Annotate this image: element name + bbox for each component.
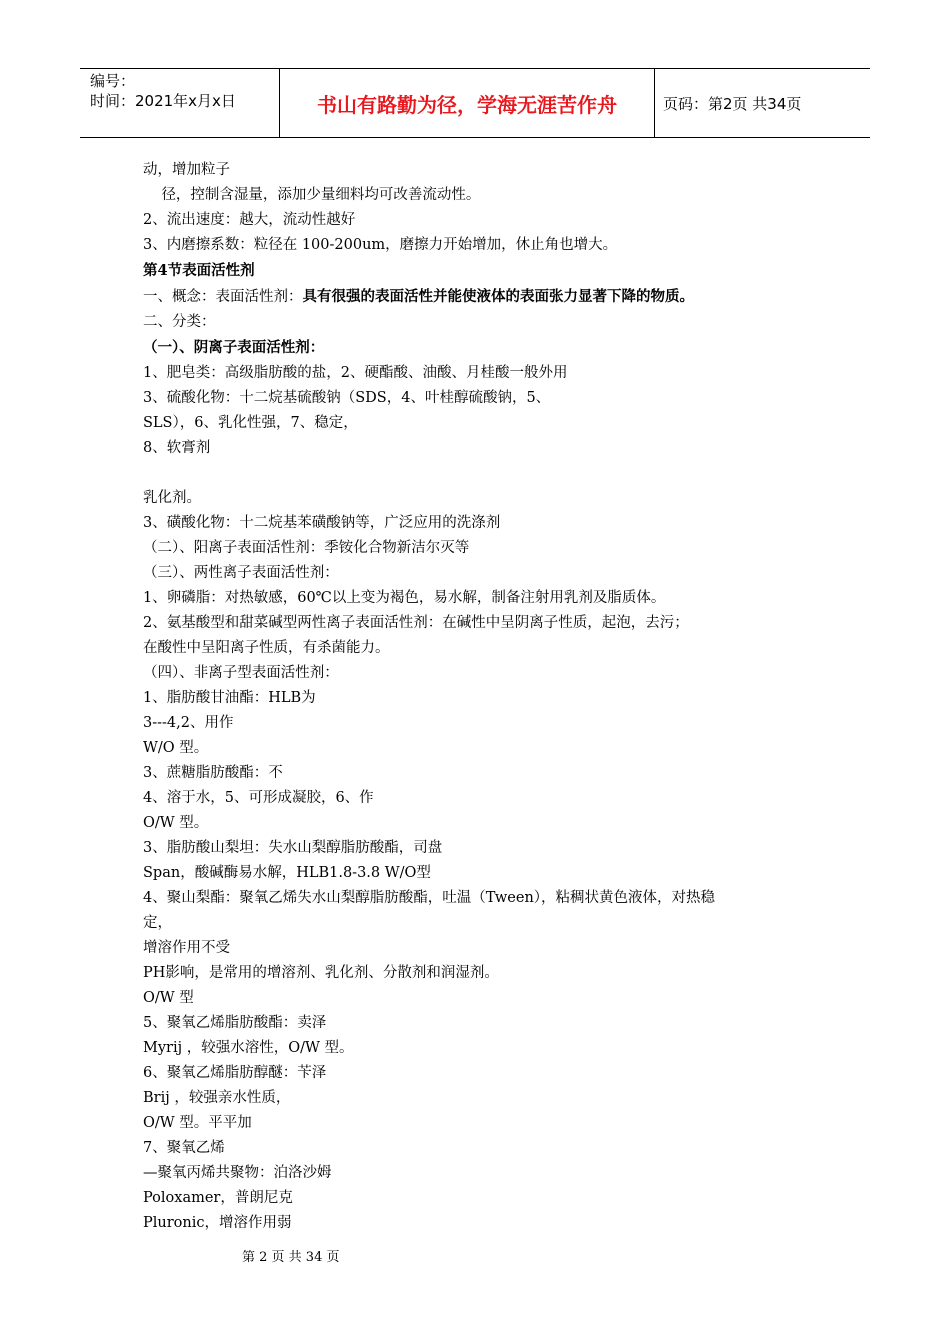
line-text: 定， <box>143 915 172 931</box>
text-line <box>143 711 823 736</box>
line-text: —聚氧丙烯共聚物：泊洛沙姆 <box>143 1165 332 1181</box>
text-line <box>143 1011 823 1036</box>
text-line <box>143 1211 823 1236</box>
line-text: 2、流出速度：越大，流动性越好 <box>143 212 356 228</box>
text-line <box>143 208 823 233</box>
text-line <box>143 661 823 686</box>
line-text: 3、内磨擦系数：粒径在 100-200um，磨擦力开始增加，休止角也增大。 <box>143 237 618 253</box>
text-line <box>143 411 823 436</box>
line-text: 2、氨基酸型和甜菜碱型两性离子表面活性剂：在碱性中呈阴离子性质，起泡，去污； <box>143 615 689 631</box>
text-line <box>143 911 823 936</box>
line-text: （三）、两性离子表面活性剂： <box>143 565 339 581</box>
text-line <box>143 1186 823 1211</box>
text-line <box>143 1061 823 1086</box>
text-line <box>143 233 823 258</box>
text-line <box>143 461 823 486</box>
line-text: 1、脂肪酸甘油酯：HLB为 <box>143 690 316 706</box>
line-text: 1、肥皂类：高级脂肪酸的盐，2、硬酯酸、油酸、月桂酸一般外用 <box>143 365 568 381</box>
line-bold-tail: 具有很强的表面活性并能使液体的表面张力显著下降的物质。 <box>302 288 694 305</box>
text-line <box>143 1111 823 1136</box>
text-line <box>143 636 823 661</box>
line-text: SLS），6、乳化性强，7、稳定， <box>143 415 358 431</box>
text-line <box>143 686 823 711</box>
header-meta <box>80 69 280 137</box>
text-line <box>143 611 823 636</box>
text-line <box>143 1086 823 1111</box>
text-line <box>143 1036 823 1061</box>
page-header <box>80 68 870 138</box>
line-text: 8、软膏剂 <box>143 440 211 456</box>
line-text: PH影响，是常用的增溶剂、乳化剂、分散剂和润湿剂。 <box>143 965 499 981</box>
line-text: 3、硫酸化物：十二烷基硫酸钠（SDS，4、叶桂醇硫酸钠，5、 <box>143 390 551 406</box>
text-line <box>143 886 823 911</box>
line-text: O/W 型。 <box>143 815 209 831</box>
text-line <box>143 158 823 183</box>
line-text: O/W 型。平平加 <box>143 1115 252 1131</box>
text-line <box>143 436 823 461</box>
text-line <box>143 761 823 786</box>
text-line <box>143 310 823 335</box>
text-line <box>143 936 823 961</box>
line-text: Span，酸碱酶易水解，HLB1.8-3.8 W/O型 <box>143 865 431 881</box>
line-text: 第4节表面活性剂 <box>143 262 255 279</box>
text-line <box>143 335 823 361</box>
text-line <box>143 736 823 761</box>
text-line <box>143 536 823 561</box>
header-slogan: 书山有路勤为径，学海无涯苦作舟 <box>280 69 655 137</box>
text-line <box>143 284 823 310</box>
line-text: Poloxamer，普朗尼克 <box>143 1190 293 1206</box>
number-label: 编号： <box>90 72 136 90</box>
document-body <box>143 158 823 1236</box>
line-text: O/W 型 <box>143 990 194 1006</box>
text-line <box>143 486 823 511</box>
line-text: 一、概念：表面活性剂： <box>143 289 303 305</box>
line-text: 径，控制含湿量，添加少量细料均可改善流动性。 <box>143 187 481 203</box>
line-text: 4、聚山梨酯：聚氧乙烯失水山梨醇脂肪酸酯，吐温（Tween），粘稠状黄色液体，对热稳 <box>143 890 716 906</box>
line-text: 3、脂肪酸山梨坦：失水山梨醇脂肪酸酯，司盘 <box>143 840 443 856</box>
line-text: 6、聚氧乙烯脂肪醇醚：苄泽 <box>143 1065 327 1081</box>
line-text: W/O 型。 <box>143 740 209 756</box>
text-line <box>143 183 823 208</box>
line-text: 7、聚氧乙烯 <box>143 1140 225 1156</box>
time-label: 时间：2021年x月x日 <box>90 92 236 110</box>
header-page-info: 页码：第2页 共34页 <box>663 94 802 113</box>
text-line <box>143 561 823 586</box>
text-line <box>143 258 823 284</box>
text-line <box>143 986 823 1011</box>
line-text: 增溶作用不受 <box>143 940 230 956</box>
line-text: 3、磺酸化物：十二烷基苯磺酸钠等，广泛应用的洗涤剂 <box>143 515 501 531</box>
text-line <box>143 386 823 411</box>
text-line <box>143 511 823 536</box>
line-text: 5、聚氧乙烯脂肪酸酯：卖泽 <box>143 1015 327 1031</box>
line-text: 动，增加粒子 <box>143 162 230 178</box>
line-text: 二、分类： <box>143 314 216 330</box>
line-text: （一）、阴离子表面活性剂： <box>143 339 325 356</box>
text-line <box>143 811 823 836</box>
text-line <box>143 361 823 386</box>
line-text: （四）、非离子型表面活性剂： <box>143 665 339 681</box>
text-line <box>143 836 823 861</box>
text-line <box>143 1161 823 1186</box>
line-text: 4、溶于水，5、可形成凝胶，6、作 <box>143 790 374 806</box>
line-text: 乳化剂。 <box>143 490 201 506</box>
line-text: 3、蔗糖脂肪酸酯：不 <box>143 765 283 781</box>
line-text: Pluronic，增溶作用弱 <box>143 1215 292 1231</box>
line-text: 3---4,2、用作 <box>143 715 234 731</box>
text-line <box>143 961 823 986</box>
line-text: 在酸性中呈阳离子性质，有杀菌能力。 <box>143 640 390 656</box>
line-text: （二）、阳离子表面活性剂：季铵化合物新洁尔灭等 <box>143 540 470 556</box>
line-text: Myrij ，较强水溶性，O/W 型。 <box>143 1040 354 1056</box>
text-line <box>143 1136 823 1161</box>
text-line <box>143 786 823 811</box>
line-text: 1、卵磷脂：对热敏感，60℃以上变为褐色，易水解，制备注射用乳剂及脂质体。 <box>143 590 666 606</box>
text-line <box>143 861 823 886</box>
line-text: Brij ，较强亲水性质， <box>143 1090 291 1106</box>
page-footer: 第 2 页 共 34 页 <box>242 1250 340 1265</box>
text-line <box>143 586 823 611</box>
